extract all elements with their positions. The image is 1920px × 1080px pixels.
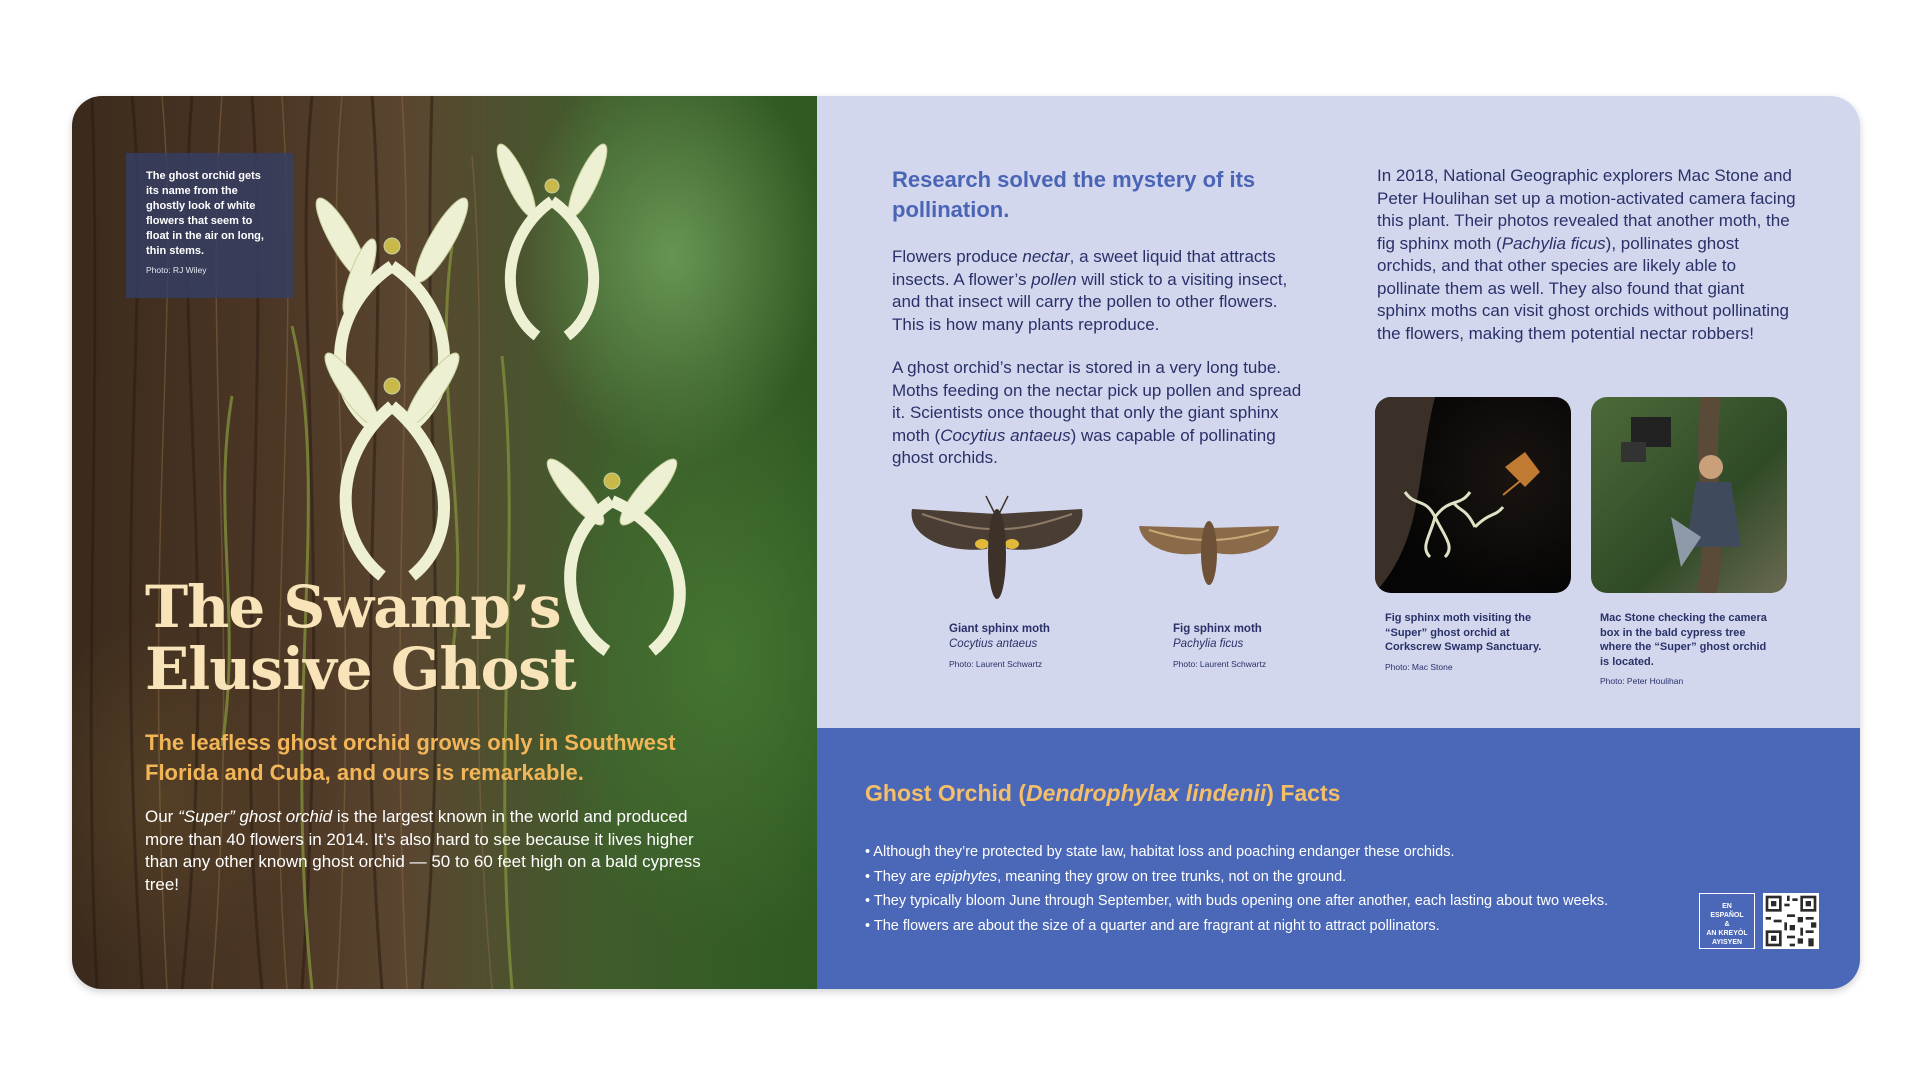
title-line-2: Elusive Ghost <box>145 635 576 703</box>
page-title <box>145 573 745 703</box>
photo-credit: Photo: Mac Stone <box>1385 661 1453 672</box>
language-options-box[interactable] <box>1699 893 1755 949</box>
photo-caption-box <box>126 153 294 298</box>
fig-sphinx-visit-caption <box>1385 611 1560 674</box>
p1-term-pollen: pollen <box>1031 269 1077 289</box>
intro-text-italic: “Super” ghost orchid <box>178 807 333 826</box>
facts-list <box>865 840 1685 938</box>
nectar-paragraph <box>892 246 1312 336</box>
p3-text-a: In 2018, National Geographic explorers Mac Stone and Peter Houlihan set up a motion-activated camera facing this plant. Their photos revealed that another moth, the fig sphinx moth ( <box>1377 166 1796 253</box>
intro-paragraph <box>145 806 720 896</box>
exhibit-panel <box>72 96 1860 989</box>
moth-name: Giant sphinx moth <box>949 623 1050 635</box>
photo-credit: Photo: RJ Wiley <box>146 265 207 275</box>
p1-text-a: Flowers produce <box>892 247 1023 266</box>
fact-item <box>865 865 1685 890</box>
moth-photo-credit: Photo: Laurent Schwartz <box>1173 659 1267 669</box>
ghost-orchid-photo <box>72 96 817 989</box>
giant-sphinx-moth-image <box>902 494 1092 604</box>
facts-title <box>865 780 1340 807</box>
giant-sphinx-moth-caption <box>949 622 1099 672</box>
subtitle: The leafless ghost orchid grows only in Southwest Florida and Cuba, and ours is remarkable. <box>145 730 676 785</box>
explorers-paragraph <box>1377 165 1797 345</box>
fact-term-epiphytes: epiphytes <box>935 868 998 885</box>
fact-item: • Although they’re protected by state law, habitat loss and poaching endanger these orchids. <box>865 844 1455 860</box>
moth-name: Fig sphinx moth <box>1173 623 1262 635</box>
p3-species-name: Pachylia ficus <box>1501 233 1606 253</box>
photo-credit: Photo: Peter Houlihan <box>1600 676 1684 686</box>
moth-visiting-orchid-illustration <box>1375 397 1571 593</box>
intro-text-end: is the largest known in the world and produced more than 40 flowers in 2014. It’s also hard to see because it lives higher than any other known ghost orchid — 50 to 60 feet high on a bald cypress tree! <box>145 807 701 894</box>
explorer-with-camera-illustration <box>1591 397 1787 593</box>
language-line: & <box>1724 921 1730 928</box>
fact-text-start: • They are <box>865 868 936 885</box>
fig-sphinx-moth-caption <box>1173 622 1323 672</box>
moth-photo-credit: Photo: Laurent Schwartz <box>949 659 1043 669</box>
facts-title-species: Dendrophylax lindenii <box>1026 780 1267 806</box>
qr-code-icon[interactable] <box>1763 893 1819 949</box>
photo-caption-text: Fig sphinx moth visiting the “Super” ghost orchid at Corkscrew Swamp Sanctuary. <box>1385 612 1542 653</box>
fact-item: • They typically bloom June through September, with buds opening one after another, each lasting about two weeks. <box>865 893 1609 909</box>
photo-caption: The ghost orchid gets its name from the ghostly look of white flowers that seem to float in the air on long, thin stems. <box>146 170 264 257</box>
p2-text-a: A ghost orchid’s nectar is stored in a very long tube. Moths feeding on the nectar pick up pollen and spread it. Scientists once thought that only the giant sphinx moth ( <box>892 358 1302 445</box>
p1-text-e: will stick to a visiting insect, and that insect will carry the pollen to other flowers. This is how many plants reproduce. <box>892 269 1288 334</box>
facts-title-start: Ghost Orchid ( <box>865 780 1026 806</box>
camera-check-caption <box>1600 611 1775 689</box>
p1-term-nectar: nectar <box>1022 247 1070 266</box>
language-line: EN <box>1722 903 1732 910</box>
title-line-1: The Swamp’s <box>145 573 561 641</box>
moth-scientific-name: Cocytius antaeus <box>949 638 1038 650</box>
facts-section <box>817 728 1860 989</box>
fact-text-end: , meaning they grow on tree trunks, not on the ground. <box>997 868 1347 885</box>
p3-text-c: ), pollinates ghost orchids, and that other species are likely able to pollinate them as well. They also found that giant sphinx moths can visit ghost orchids without pollinating the flowers, making them potential nectar robbers! <box>1377 233 1789 343</box>
fig-sphinx-visit-photo <box>1375 397 1571 593</box>
p2-species-name: Cocytius antaeus <box>940 425 1071 445</box>
research-heading: Research solved the mystery of its pollination. <box>892 167 1256 222</box>
pollination-paragraph <box>892 357 1312 470</box>
p2-text-c: ) was capable of pollinating ghost orchids. <box>892 425 1276 467</box>
language-line: ESPAÑOL <box>1710 912 1744 919</box>
fig-sphinx-moth-image <box>1134 508 1284 593</box>
intro-text-start: Our <box>145 807 179 826</box>
language-line: AN KREYÒL <box>1706 930 1748 937</box>
camera-check-photo <box>1591 397 1787 593</box>
facts-title-end: ) Facts <box>1266 780 1341 806</box>
moth-scientific-name: Pachylia ficus <box>1173 638 1244 650</box>
p1-text-c: , a sweet liquid that attracts insects. A flower’s <box>892 247 1276 289</box>
fact-item: • The flowers are about the size of a quarter and are fragrant at night to attract pollinators. <box>865 917 1440 934</box>
photo-caption-text: Mac Stone checking the camera box in the bald cypress tree where the “Super” ghost orchid is located. <box>1600 612 1767 668</box>
language-line: AYISYEN <box>1711 939 1743 946</box>
